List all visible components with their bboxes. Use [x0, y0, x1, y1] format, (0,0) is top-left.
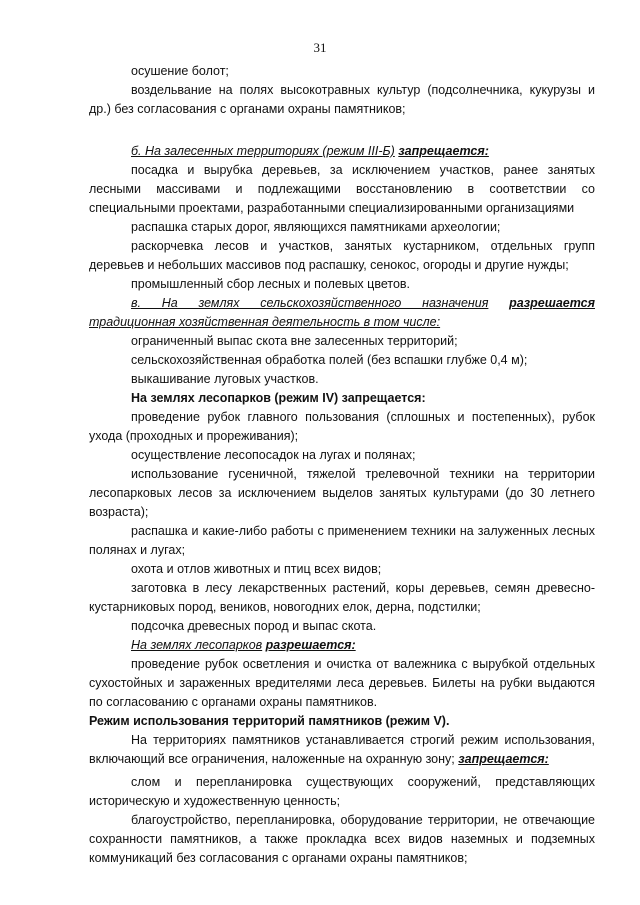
section-heading-lead: б. На залесенных территориях (режим III-Б)	[131, 144, 395, 158]
section-heading	[89, 294, 595, 332]
paragraph: раскорчевка лесов и участков, занятых кустарником, отдельных групп деревьев и небольших массивов под распашку, сенокос, огороды и другие нужды;	[89, 239, 595, 272]
paragraph: воздельвание на полях высокотравных культур (подсолнечника, кукурузы и др.) без согласования с органами охраны памятников;	[89, 83, 595, 116]
paragraph: проведение рубок главного пользования (сплошных и постепенных), рубок ухода (проходных и прореживания);	[89, 410, 595, 443]
section-heading-lead: в. На землях сельскохозяйственного назначения	[131, 296, 489, 310]
paragraph: ограниченный выпас скота вне залесенных территорий;	[131, 334, 458, 348]
section-heading	[89, 636, 595, 655]
paragraph-emphasis: запрещается:	[458, 752, 549, 766]
paragraph: выкашивание луговых участков.	[131, 372, 319, 386]
section-heading-emphasis: разрешается:	[265, 638, 356, 652]
paragraph: распашка старых дорог, являющихся памятниками археологии;	[131, 220, 501, 234]
section-heading	[89, 142, 595, 161]
paragraph: благоустройство, перепланировка, оборудование территории, не отвечающие сохранности памятников, а также прокладка всех видов наземных и подземных коммуникаций без согласования с органами охраны памятников;	[89, 813, 595, 865]
paragraph: посадка и вырубка деревьев, за исключением участков, ранее занятых лесными массивами и подлежащими восстановлению в соответствии со специальными проектами, разработанными специализированными организациями	[89, 163, 595, 215]
paragraph: распашка и какие-либо работы с применением техники на залуженных лесных полянах и лугах;	[89, 524, 595, 557]
paragraph: заготовка в лесу лекарственных растений, коры деревьев, семян древесно-кустарниковых пород, веников, новогодних елок, дерна, подстилки;	[89, 581, 595, 614]
paragraph: подсочка древесных пород и выпас скота.	[131, 619, 377, 633]
paragraph: промышленный сбор лесных и полевых цветов.	[131, 277, 411, 291]
paragraph-text: На территориях памятников устанавливается строгий режим использования, включающий все ограничения, наложенные на охранную зону;	[89, 733, 595, 766]
section-heading-lead: На землях лесопарков	[131, 638, 263, 652]
section-heading-tail: традиционная хозяйственная деятельность в том числе:	[89, 315, 441, 329]
paragraph: сельскохозяйственная обработка полей (без вспашки глубже 0,4 м);	[131, 353, 528, 367]
blank-line	[89, 119, 595, 138]
paragraph: осушение болот;	[131, 64, 229, 78]
bold-heading: Режим использования территорий памятников (режим V).	[89, 714, 450, 728]
page-number: 31	[313, 40, 327, 55]
section-heading-emphasis: запрещается:	[398, 144, 489, 158]
paragraph: слом и перепланировка существующих сооружений, представляющих историческую и художественную ценность;	[89, 775, 595, 808]
section-heading-emphasis: разрешается	[509, 296, 595, 310]
document-body	[89, 62, 595, 868]
paragraph: осуществление лесопосадок на лугах и полянах;	[131, 448, 416, 462]
paragraph: проведение рубок осветления и очистка от валежника с вырубкой отдельных сухостойных и зараженных вредителями леса деревьев. Билеты на рубки выдаются по согласованию с органами охраны памятников.	[89, 657, 595, 709]
paragraph: охота и отлов животных и птиц всех видов;	[131, 562, 382, 576]
paragraph: использование гусеничной, тяжелой трелевочной техники на территории лесопарковых лесов за исключением выделов занятых культурами (до 30 летнего возраста);	[89, 467, 595, 519]
bold-heading: На землях лесопарков (режим IV) запрещается:	[131, 391, 426, 405]
paragraph	[89, 731, 595, 769]
